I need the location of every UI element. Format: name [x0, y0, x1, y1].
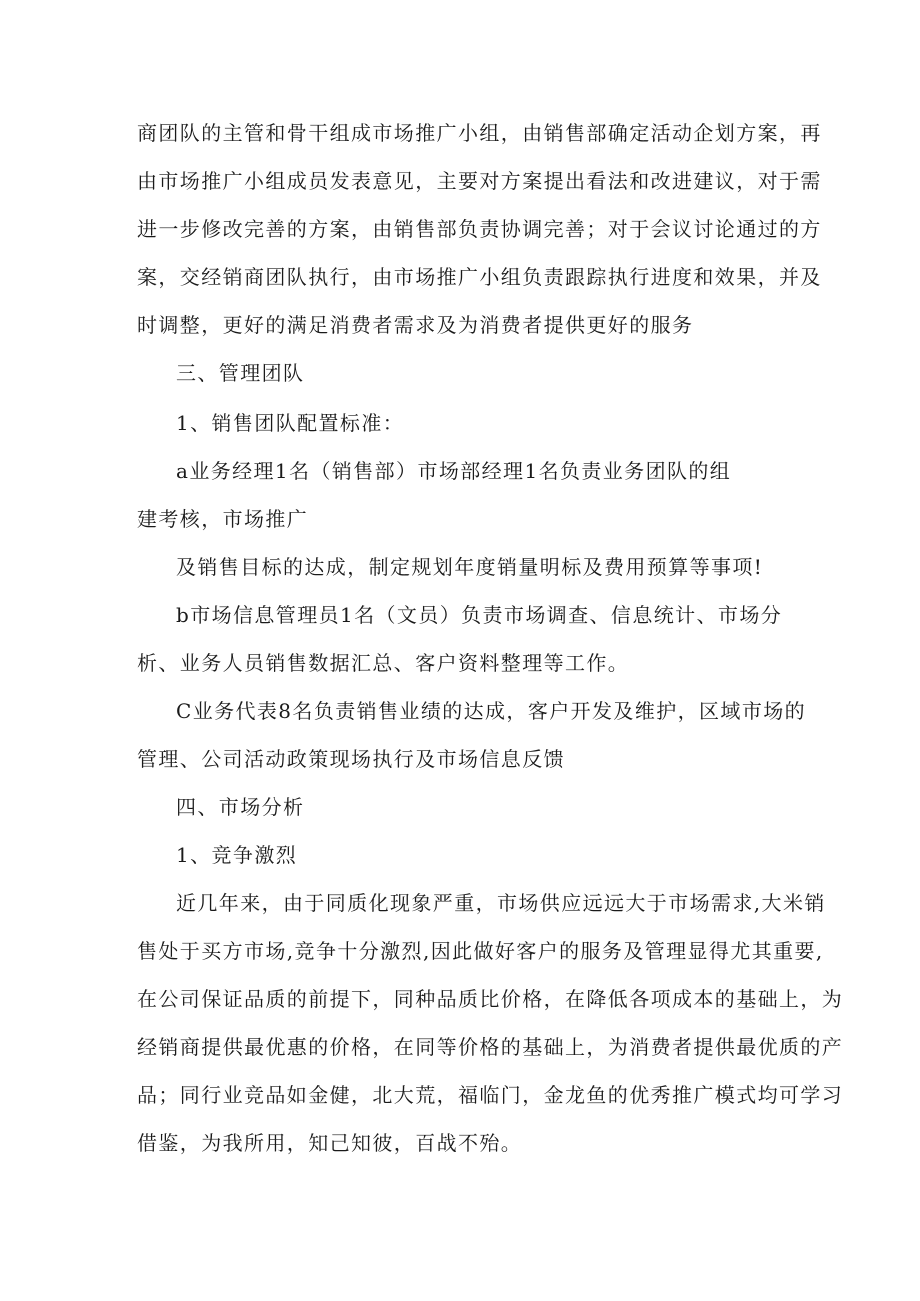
text-line: 经销商提供最优惠的价格，在同等价格的基础上，为消费者提供最优质的产 [137, 1035, 844, 1059]
text-line: 建考核，市场推广 [137, 507, 309, 531]
text-line: 时调整，更好的满足消费者需求及为消费者提供更好的服务 [137, 313, 694, 337]
text-line: 析、业务人员销售数据汇总、客户资料整理等工作。 [137, 651, 630, 675]
text-line: 近几年来，由于同质化现象严重，市场供应远远大于市场需求,大米销 [176, 891, 826, 915]
text-line: 在公司保证品质的前提下，同种品质比价格，在降低各项成本的基础上，为 [137, 987, 844, 1011]
text-line: 进一步修改完善的方案，由销售部负责协调完善；对于会议讨论通过的方 [137, 217, 822, 241]
text-line: 品；同行业竞品如金健，北大荒，福临门，金龙鱼的优秀推广模式均可学习 [137, 1083, 844, 1107]
text-line: C业务代表8名负责销售业绩的达成，客户开发及维护，区域市场的 [176, 699, 807, 723]
text-line: 售处于买方市场,竞争十分激烈,因此做好客户的服务及管理显得尤其重要, [137, 939, 824, 963]
text-line: 案，交经销商团队执行，由市场推广小组负责跟踪执行进度和效果，并及 [137, 265, 822, 289]
section-heading: 三、管理团队 [176, 361, 305, 385]
text-line: 及销售目标的达成，制定规划年度销量明标及费用预算等事项! [176, 555, 764, 579]
text-line: a业务经理1名（销售部）市场部经理1名负责业务团队的组 [176, 459, 732, 483]
subsection-heading: 1、销售团队配置标准： [176, 411, 405, 435]
text-line: 管理、公司活动政策现场执行及市场信息反馈 [137, 747, 565, 771]
text-line: b市场信息管理员1名（文员）负责市场调查、信息统计、市场分 [176, 603, 783, 627]
text-line: 由市场推广小组成员发表意见，主要对方案提出看法和改进建议，对于需 [137, 169, 822, 193]
text-line: 商团队的主管和骨干组成市场推广小组，由销售部确定活动企划方案，再 [137, 121, 822, 145]
subsection-heading: 1、竞争激烈 [176, 843, 298, 867]
section-heading: 四、市场分析 [176, 795, 305, 819]
text-line: 借鉴，为我所用，知己知彼，百战不殆。 [137, 1131, 523, 1155]
